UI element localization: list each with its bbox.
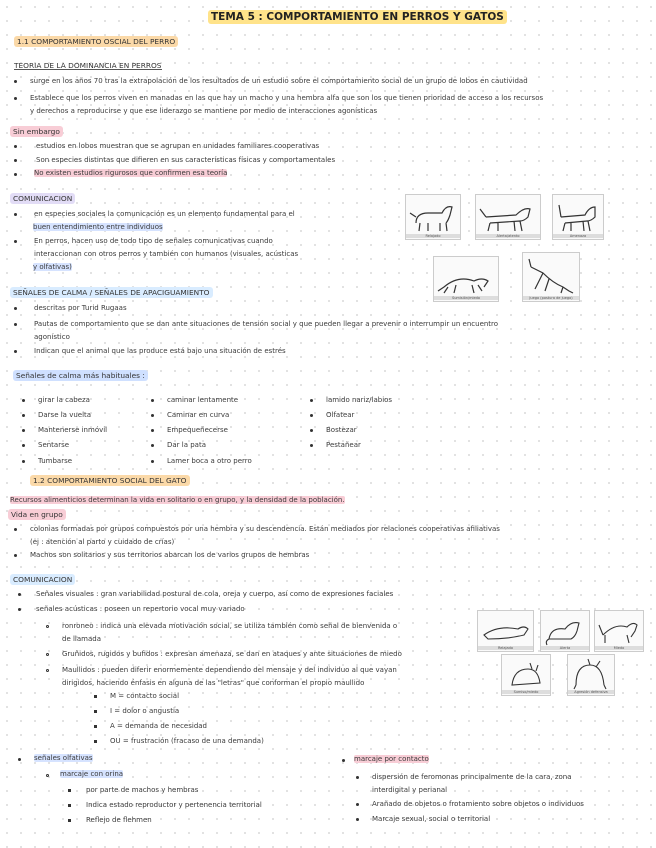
- sub-sub-bullet: [94, 740, 97, 743]
- calm-signal-item: girar la cabeza: [38, 396, 90, 404]
- cat-illustration-defensive: [567, 654, 615, 696]
- purring-cont: de llamada: [62, 635, 101, 643]
- contact-marking: [354, 756, 429, 763]
- calming-bullet-1: descritas por Turid Rugaas: [34, 304, 127, 312]
- calm-signal-item: Lamer boca a otro perro: [167, 457, 252, 465]
- calm-signal-item: Caminar en curva: [167, 411, 230, 419]
- bullet: [151, 444, 154, 447]
- sub-bullet: [46, 625, 49, 628]
- calm-signal-item: Darse la vuelta: [38, 411, 92, 419]
- bullet: [14, 323, 17, 326]
- dog-icon: [434, 257, 498, 301]
- calming-bullet-2b: agonístico: [34, 333, 70, 341]
- section-1-2-heading-text: 1.2 COMPORTAMIENTO SOCIAL DEL GATO: [30, 475, 190, 486]
- calm-signal-item: Tumbarse: [38, 457, 73, 465]
- cat-icon: [568, 655, 614, 695]
- cat-icon: [502, 655, 550, 695]
- sub-sub-bullet: [94, 695, 97, 698]
- bullet: [151, 414, 154, 417]
- dog-illustration-relaxed: [405, 194, 461, 240]
- bullet: [22, 429, 25, 432]
- section-1-1-heading: [14, 38, 178, 45]
- food-resources-text: Recursos alimenticios determinan la vida en solitario o en grupo, y la densidad de la población.: [10, 496, 345, 504]
- dog-caption-3: Amenaza: [553, 234, 603, 238]
- bullet: [310, 429, 313, 432]
- sin-embargo-text: Sin embargo: [10, 126, 63, 137]
- bullet: [356, 818, 359, 821]
- dog-illustration-threat: [552, 194, 604, 240]
- bullet: [14, 528, 17, 531]
- sin-embargo-bullet-1: estudios en lobos muestran que se agrupan en unidades familiares cooperativas: [36, 142, 320, 150]
- bullet: [310, 399, 313, 402]
- calm-signal-item: caminar lentamente: [167, 396, 239, 404]
- dominance-bullet-1: surge en los años 70 tras la extrapolación de los resultados de un estudio sobre el comportamiento social de un grupo de lobos en cautividad: [30, 77, 528, 85]
- dominance-bullet-2b: y derechos a reproducirse y que ese liderazgo se mantiene por medio de interacciones agonísticas: [30, 107, 378, 115]
- dog-com-bullet-2b: interaccionan con otros perros y también con humanos (visuales, acústicas: [34, 250, 299, 258]
- sin-embargo-bullet-2: Son especies distintas que difieren en sus características físicas y comportamentales: [36, 156, 336, 164]
- olfactory-signals-text: señales olfativas: [34, 754, 93, 762]
- sub-sub-bullet: [94, 710, 97, 713]
- bullet: [342, 759, 345, 762]
- dog-icon: [476, 195, 540, 239]
- dominance-title: TEORIA DE LA DOMINANCIA EN PERROS: [14, 61, 162, 70]
- cat-illustration-relaxed: [477, 610, 534, 652]
- bullet: [18, 608, 21, 611]
- cat-caption-1: Relajado: [478, 646, 533, 650]
- sin-embargo-label: [10, 128, 63, 135]
- calm-signal-item: Mantenerse inmóvil: [38, 426, 108, 434]
- bullet: [18, 593, 21, 596]
- dog-com-bullet-1a: en especies sociales la comunicación es un elemento fundamental para el: [34, 210, 295, 218]
- cat-icon: [595, 611, 643, 651]
- meow-letter: I = dolor o angustia: [110, 707, 180, 715]
- calm-signal-item: Bostezar: [326, 426, 357, 434]
- contact-marking-item-2: Arañado de objetos o frotamiento sobre objetos o individuos: [372, 800, 584, 808]
- bullet: [14, 240, 17, 243]
- bullet: [22, 444, 25, 447]
- dog-caption-4: Sumisión/miedo: [434, 296, 498, 300]
- bullet: [14, 159, 17, 162]
- contact-marking-text: marcaje por contacto: [354, 755, 429, 763]
- dominance-bullet-2a: Establece que los perros viven en manadas en las que hay un macho y una hembra alfa que son los que tienen prioridad de acceso a los recursos: [30, 94, 544, 102]
- calming-bullet-3: Indican que el animal que las produce está bajo una situación de estrés: [34, 347, 286, 355]
- dog-com-bullet-2c: [33, 264, 72, 271]
- sub-bullet: [46, 669, 49, 672]
- dog-caption-5: Juego (postura de juego): [523, 296, 579, 300]
- bullet: [14, 213, 17, 216]
- cat-illustration-alert: [540, 610, 590, 652]
- urine-marking-text: marcaje con orina: [60, 770, 124, 778]
- sub-sub-bullet: [68, 789, 71, 792]
- cat-icon: [541, 611, 589, 651]
- calm-signal-item: Empequeñecerse: [167, 426, 228, 434]
- meows-cont: dirigidos, haciendo énfasis en alguna de las "letras" que conforman el propio maullido: [62, 679, 365, 687]
- dog-icon: [523, 253, 579, 301]
- dog-com-bullet-1b: [33, 224, 163, 231]
- section-1-2-heading: [30, 477, 190, 484]
- meow-letter: M = contacto social: [110, 692, 180, 700]
- dog-com-bullet-1b-text: buen entendimiento entre individuos: [33, 223, 163, 231]
- meow-letter: A = demanda de necesidad: [110, 722, 207, 730]
- group-life-bullet-1a: colonias formadas por grupos compuestos por una hembra y su descendencia. Están mediados por relaciones cooperativas afiliativas: [30, 525, 500, 533]
- calm-signal-item: Pestañear: [326, 441, 361, 449]
- growls: Gruñidos, rugidos y bufidos : expresan amenaza, se dan en ataques y ante situaciones de miedo: [62, 650, 402, 658]
- cat-icon: [478, 611, 533, 651]
- bullet: [14, 554, 17, 557]
- bullet: [151, 429, 154, 432]
- cat-communication-title-text: COMUNICACION: [10, 574, 75, 585]
- bullet: [356, 803, 359, 806]
- group-life-label: [8, 511, 66, 518]
- sub-bullet: [46, 653, 49, 656]
- cat-illustration-submissive: [501, 654, 551, 696]
- cat-illustration-fear: [594, 610, 644, 652]
- acoustic-signals: señales acústicas : poseen un repertorio vocal muy variado: [36, 605, 245, 613]
- bullet: [22, 399, 25, 402]
- dog-caption-1: Relajado: [406, 234, 460, 238]
- bullet: [151, 399, 154, 402]
- dog-communication-title: [10, 195, 75, 202]
- bullet: [14, 80, 17, 83]
- calming-bullet-2a: Pautas de comportamiento que se dan ante situaciones de tensión social y que pueden llegar a prevenir o interrumpir un encuentro: [34, 320, 499, 328]
- bullet: [356, 776, 359, 779]
- urine-marking-item: por parte de machos y hembras: [86, 786, 199, 794]
- urine-marking: [60, 771, 123, 778]
- bullet: [151, 460, 154, 463]
- bullet: [14, 307, 17, 310]
- contact-marking-item-1a: dispersión de feromonas principalmente de la cara, zona: [372, 773, 572, 781]
- sub-sub-bullet: [68, 819, 71, 822]
- section-1-1-heading-text: 1.1 COMPORTAMIENTO OSCIAL DEL PERRO: [14, 36, 178, 47]
- bullet: [22, 460, 25, 463]
- urine-marking-item: Indica estado reproductor y pertenencia territorial: [86, 801, 262, 809]
- group-life-bullet-1b: (ej : atención al parto y cuidado de crías): [30, 538, 175, 546]
- sub-sub-bullet: [68, 804, 71, 807]
- bullet: [310, 444, 313, 447]
- sin-embargo-bullet-3-text: No existen estudios rigurosos que confirmen esa teoría: [34, 169, 228, 177]
- bullet: [14, 145, 17, 148]
- cat-caption-4: Sumiso/miedo: [502, 690, 550, 694]
- bullet: [14, 97, 17, 100]
- bullet: [14, 350, 17, 353]
- dog-com-bullet-2a: En perros, hacen uso de todo tipo de señales comunicativas cuando: [34, 237, 273, 245]
- visual-signals: Señales visuales : gran variabilidad postural de cola, oreja y cuerpo, así como de expresiones faciales: [36, 590, 394, 598]
- purring: ronroneo : indica una elevada motivación social, se utiliza también como señal de bienvenida o: [62, 622, 398, 630]
- contact-marking-item-1b: interdigital y perianal: [372, 786, 448, 794]
- cat-caption-2: Alerta: [541, 646, 589, 650]
- dog-caption-2: Alerta/atento: [476, 234, 540, 238]
- calming-signals-title: [10, 289, 213, 296]
- cat-caption-5: Agresión defensiva: [568, 690, 614, 694]
- calm-signal-item: Dar la pata: [167, 441, 207, 449]
- dog-illustration-submissive: [433, 256, 499, 302]
- bullet: [18, 758, 21, 761]
- dog-icon: [406, 195, 460, 239]
- dog-com-bullet-2c-text: y olfativas): [33, 263, 72, 271]
- cat-caption-3: Miedo: [595, 646, 643, 650]
- bullet: [22, 414, 25, 417]
- olfactory-signals: [34, 755, 93, 762]
- page-title: [208, 12, 507, 23]
- cat-communication-title: [10, 576, 75, 583]
- page-title-text: TEMA 5 : COMPORTAMIENTO EN PERROS Y GATOS: [208, 10, 507, 24]
- bullet: [14, 173, 17, 176]
- sub-sub-bullet: [94, 725, 97, 728]
- calm-signal-item: lamido nariz/labios: [326, 396, 393, 404]
- calming-signals-title-text: SEÑALES DE CALMA / SEÑALES DE APACIGUAMIENTO: [10, 287, 213, 298]
- dog-illustration-play: [522, 252, 580, 302]
- sub-bullet: [46, 774, 49, 777]
- dog-icon: [553, 195, 603, 239]
- habitual-signals-title: [13, 372, 148, 379]
- dog-communication-title-text: COMUNICACION: [10, 193, 75, 204]
- calm-signal-item: Sentarse: [38, 441, 70, 449]
- meow-letter: OU = frustración (fracaso de una demanda): [110, 737, 264, 745]
- calm-signal-item: Olfatear: [326, 411, 355, 419]
- meows: Maullidos : pueden diferir enormemente dependiendo del mensaje y del individuo al que vayan: [62, 666, 397, 674]
- contact-marking-item-3: Marcaje sexual, social o territorial: [372, 815, 491, 823]
- dog-illustration-alert: [475, 194, 541, 240]
- group-life-bullet-2: Machos son solitarios y sus territorios abarcan los de varios grupos de hembras: [30, 551, 310, 559]
- bullet: [310, 414, 313, 417]
- sin-embargo-bullet-3: [34, 170, 227, 177]
- urine-marking-item: Reflejo de flehmen: [86, 816, 152, 824]
- group-life-text: Vida en grupo: [8, 509, 66, 520]
- food-resources-line: [10, 497, 345, 504]
- habitual-signals-title-text: Señales de calma más habituales :: [13, 370, 148, 381]
